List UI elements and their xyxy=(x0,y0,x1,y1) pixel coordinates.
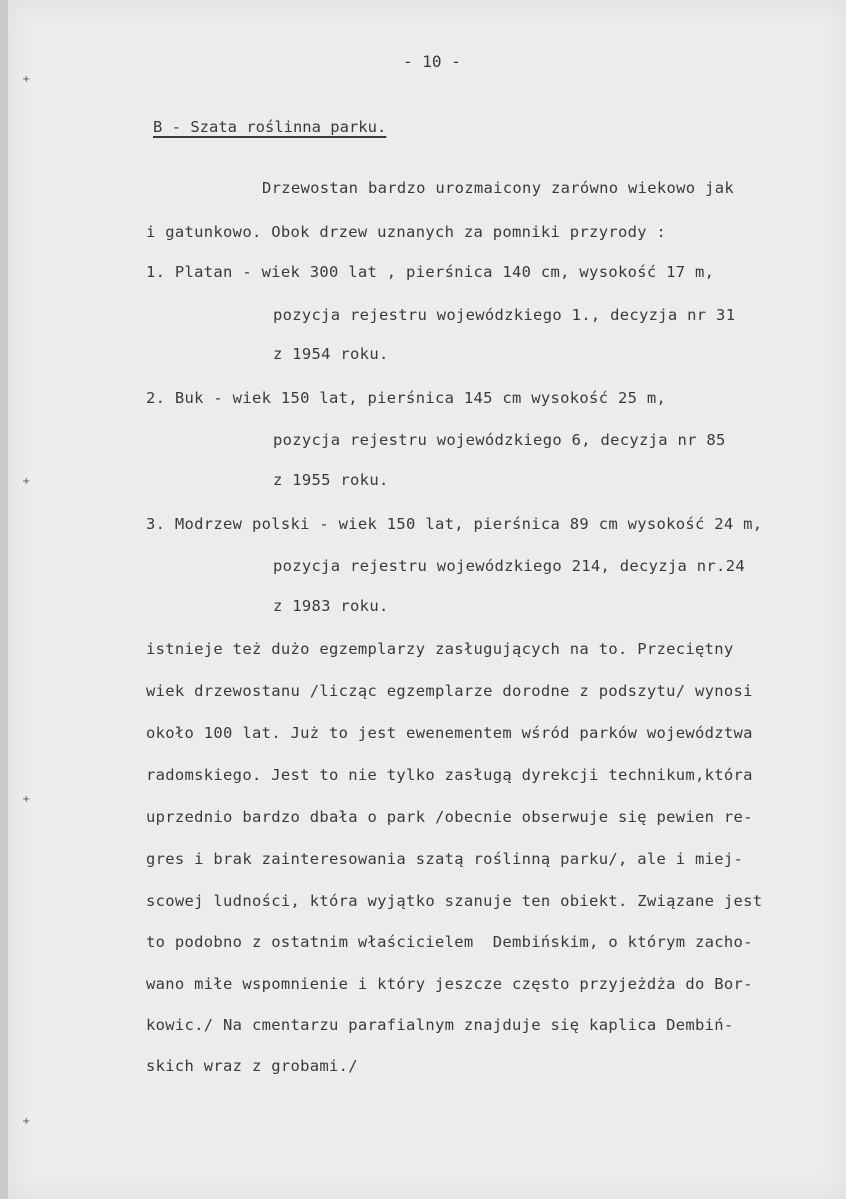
text-line: około 100 lat. Już to jest ewenementem wśród parków województwa xyxy=(146,724,753,742)
text-line: skich wraz z grobami./ xyxy=(146,1057,358,1075)
page-number: - 10 - xyxy=(403,52,461,71)
text-line: z 1955 roku. xyxy=(273,471,389,489)
text-line: wiek drzewostanu /licząc egzemplarze dorodne z podszytu/ wynosi xyxy=(146,682,753,700)
text-line: to podobno z ostatnim właścicielem Dembińskim, o którym zacho- xyxy=(146,933,753,951)
punch-mark: + xyxy=(22,1116,31,1127)
text-line: kowic./ Na cmentarzu parafialnym znajduje się kaplica Dembiń- xyxy=(146,1016,734,1034)
text-line: pozycja rejestru wojewódzkiego 6, decyzja nr 85 xyxy=(273,431,726,449)
text-line: gres i brak zainteresowania szatą roślinną parku/, ale i miej- xyxy=(146,850,744,868)
text-line: Drzewostan bardzo urozmaicony zarówno wiekowo jak xyxy=(262,179,734,197)
text-line: radomskiego. Jest to nie tylko zasługą dyrekcji technikum,która xyxy=(146,766,753,784)
document-page xyxy=(8,0,846,1199)
punch-mark: + xyxy=(22,794,31,805)
text-line: uprzednio bardzo dbała o park /obecnie obserwuje się pewien re- xyxy=(146,808,753,826)
punch-mark: + xyxy=(22,74,31,85)
text-line: istnieje też dużo egzemplarzy zasługujących na to. Przeciętny xyxy=(146,640,734,658)
text-line: z 1983 roku. xyxy=(273,597,389,615)
text-line: 1. Platan - wiek 300 lat , pierśnica 140 cm, wysokość 17 m, xyxy=(146,263,715,281)
text-line: z 1954 roku. xyxy=(273,345,389,363)
text-line: wano miłe wspomnienie i który jeszcze często przyjeżdża do Bor- xyxy=(146,975,753,993)
text-line: scowej ludności, która wyjątko szanuje ten obiekt. Związane jest xyxy=(146,892,763,910)
section-heading: B - Szata roślinna parku. xyxy=(153,118,387,136)
text-line: pozycja rejestru wojewódzkiego 214, decyzja nr.24 xyxy=(273,557,745,575)
text-line: i gatunkowo. Obok drzew uznanych za pomniki przyrody : xyxy=(146,223,667,241)
text-line: 2. Buk - wiek 150 lat, pierśnica 145 cm wysokość 25 m, xyxy=(146,389,667,407)
text-line: pozycja rejestru wojewódzkiego 1., decyzja nr 31 xyxy=(273,306,736,324)
punch-mark: + xyxy=(22,476,31,487)
text-line: 3. Modrzew polski - wiek 150 lat, pierśnica 89 cm wysokość 24 m, xyxy=(146,515,763,533)
